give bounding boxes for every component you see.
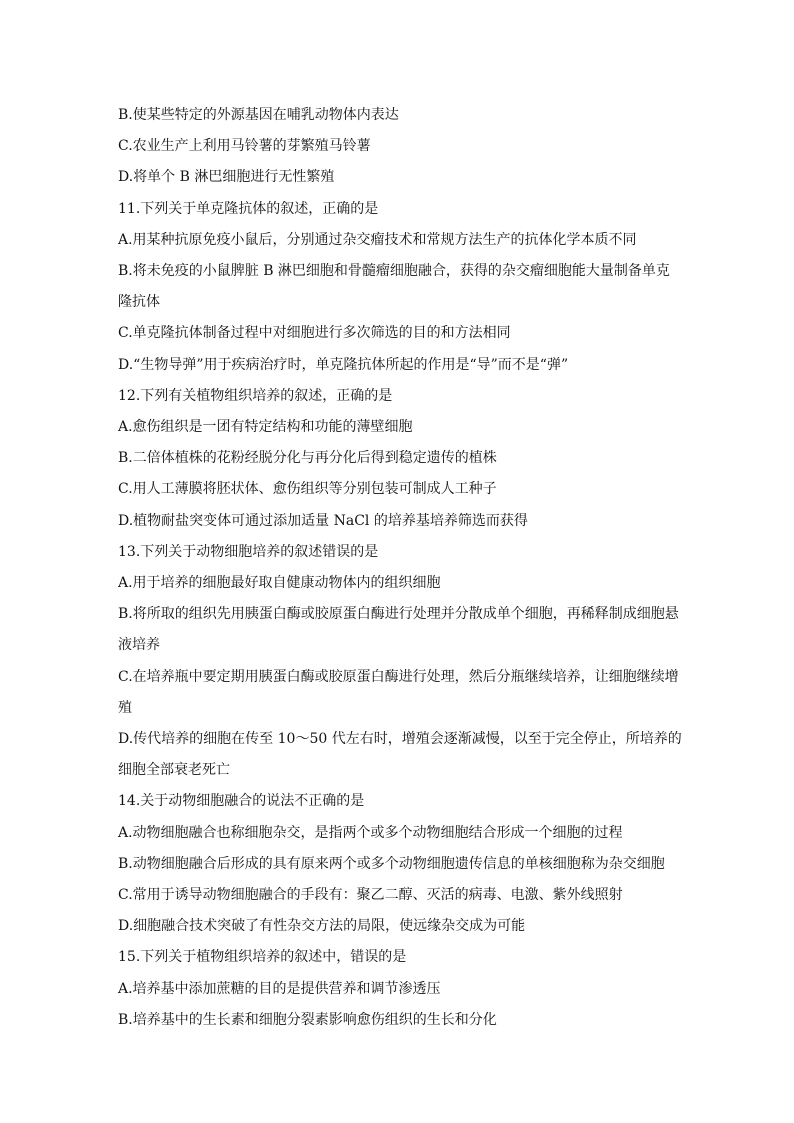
text-line: B.将所取的组织先用胰蛋白酶或胶原蛋白酶进行处理并分散成单个细胞，再稀释制成细胞悬 bbox=[118, 606, 679, 623]
text-line: 隆抗体 bbox=[118, 294, 160, 311]
question-heading: 12.下列有关植物组织培养的叙述，正确的是 bbox=[118, 387, 393, 404]
text-line: D.将单个 B 淋巴细胞进行无性繁殖 bbox=[118, 169, 335, 186]
question-heading: 15.下列关于植物组织培养的叙述中，错误的是 bbox=[118, 949, 407, 966]
text-line: A.愈伤组织是一团有特定结构和功能的薄壁细胞 bbox=[118, 419, 413, 436]
text-line: B.二倍体植株的花粉经脱分化与再分化后得到稳定遗传的植株 bbox=[118, 450, 497, 467]
text-line: 殖 bbox=[118, 699, 132, 716]
text-line: D.传代培养的细胞在传至 10～50 代左右时，增殖会逐渐减慢，以至于完全停止，所培养的 bbox=[118, 731, 682, 748]
text-line: C.农业生产上利用马铃薯的芽繁殖马铃薯 bbox=[118, 138, 371, 155]
text-line: 细胞全部衰老死亡 bbox=[118, 762, 230, 779]
text-line: B.使某些特定的外源基因在哺乳动物体内表达 bbox=[118, 107, 399, 123]
text-line: 液培养 bbox=[118, 637, 160, 654]
text-line: B.培养基中的生长素和细胞分裂素影响愈伤组织的生长和分化 bbox=[118, 1011, 497, 1028]
text-line: A.用于培养的细胞最好取自健康动物体内的组织细胞 bbox=[118, 575, 441, 592]
text-line: D.细胞融合技术突破了有性杂交方法的局限，使远缘杂交成为可能 bbox=[118, 918, 526, 935]
question-heading: 11.下列关于单克隆抗体的叙述，正确的是 bbox=[118, 200, 379, 217]
text-line: A.培养基中添加蔗糖的目的是提供营养和调节渗透压 bbox=[118, 980, 441, 997]
text-line: C.用人工薄膜将胚状体、愈伤组织等分别包装可制成人工种子 bbox=[118, 481, 497, 498]
text-line: B.将未免疫的小鼠脾脏 B 淋巴细胞和骨髓瘤细胞融合，获得的杂交瘤细胞能大量制备单克 bbox=[118, 263, 670, 280]
question-heading: 13.下列关于动物细胞培养的叙述错误的是 bbox=[118, 543, 379, 560]
text-line: B.动物细胞融合后形成的具有原来两个或多个动物细胞遗传信息的单核细胞称为杂交细胞 bbox=[118, 855, 665, 872]
text-line: A.用某种抗原免疫小鼠后，分别通过杂交瘤技术和常规方法生产的抗体化学本质不同 bbox=[118, 231, 637, 248]
text-line: C.单克隆抗体制备过程中对细胞进行多次筛选的目的和方法相同 bbox=[118, 325, 511, 342]
text-line: C.常用于诱导动物细胞融合的手段有：聚乙二醇、灭活的病毒、电激、紫外线照射 bbox=[118, 887, 623, 904]
text-line: D.植物耐盐突变体可通过添加适量 NaCl 的培养基培养筛选而获得 bbox=[118, 512, 528, 529]
text-line: D.“生物导弹”用于疾病治疗时，单克隆抗体所起的作用是“导”而不是“弹” bbox=[118, 356, 569, 373]
question-heading: 14.关于动物细胞融合的说法不正确的是 bbox=[118, 793, 365, 810]
document-page bbox=[118, 100, 682, 1036]
text-line: A.动物细胞融合也称细胞杂交，是指两个或多个动物细胞结合形成一个细胞的过程 bbox=[118, 824, 623, 841]
text-line: C.在培养瓶中要定期用胰蛋白酶或胶原蛋白酶进行处理，然后分瓶继续培养，让细胞继续增 bbox=[118, 668, 679, 685]
